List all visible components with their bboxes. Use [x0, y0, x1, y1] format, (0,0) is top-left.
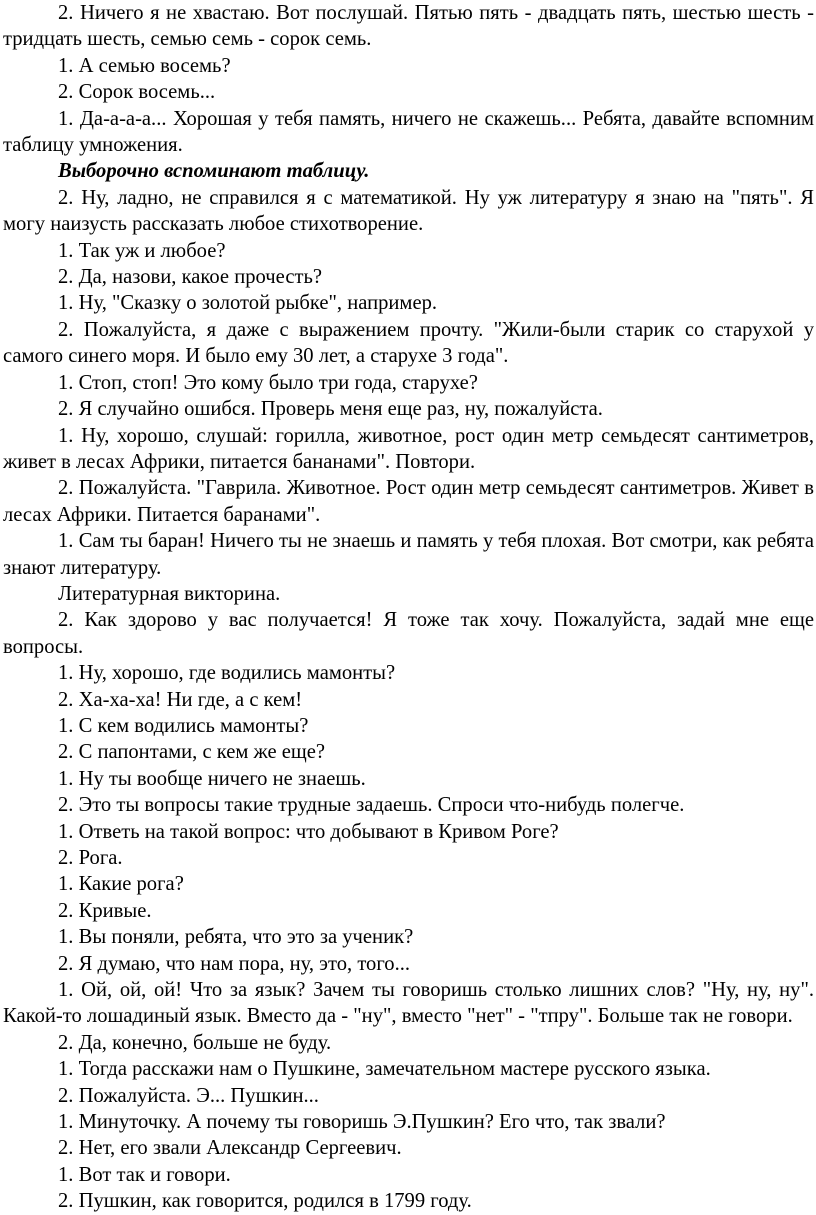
dialogue-paragraph: 2. Рога. [58, 847, 123, 869]
dialogue-paragraph: 2. Да, конечно, больше не буду. [58, 1031, 332, 1054]
dialogue-paragraph: 1. Ответь на такой вопрос: что добывают в Кривом Роге? [58, 820, 559, 843]
dialogue-paragraph: 1. Так уж и любое? [58, 239, 226, 262]
dialogue-paragraph: 1. Ой, ой, ой! Что за язык? Зачем ты говоришь столько лишних слов? "Ну, ну, ну". Какой-то лошадиный язык. Вместо да - "ну", вместо "нет" - "тпру". Больше так не говори. [3, 979, 814, 1028]
dialogue-paragraph: 2. Ничего я не хвастаю. Вот послушай. Пятью пять - двадцать пять, шестью шесть - тридцать шесть, семью семь - сорок семь. [3, 2, 814, 51]
dialogue-paragraph: 1. Стоп, стоп! Это кому было три года, старухе? [58, 371, 478, 394]
dialogue-paragraph: 2. Кривые. [58, 899, 152, 922]
dialogue-paragraph: 2. Это ты вопросы такие трудные задаешь. Спроси что-нибудь полегче. [58, 794, 685, 817]
dialogue-paragraph: 2. Пожалуйста. "Гаврила. Животное. Рост один метр семьдесят сантиметров. Живет в лесах Африки. Питается баранами". [3, 477, 814, 526]
section-label: Литературная викторина. [58, 582, 281, 605]
stage-direction: Выборочно вспоминают таблицу. [58, 160, 370, 183]
dialogue-paragraph: 1. Вот так и говори. [58, 1163, 231, 1186]
dialogue-paragraph: 2. Сорок восемь... [58, 81, 216, 104]
dialogue-paragraph: 2. Пушкин, как говорится, родился в 1799 году. [58, 1190, 472, 1213]
dialogue-paragraph: 1. Минуточку. А почему ты говоришь Э.Пушкин? Его что, так звали? [58, 1111, 666, 1134]
dialogue-paragraph: 1. Какие рога? [58, 873, 184, 896]
dialogue-paragraph: 1. А семью восемь? [58, 54, 231, 77]
dialogue-paragraph: 1. Тогда расскажи нам о Пушкине, замечательном мастере русского языка. [58, 1058, 711, 1081]
dialogue-paragraph: 1. С кем водились мамонты? [58, 714, 309, 737]
dialogue-paragraph: 2. Нет, его звали Александр Сергеевич. [58, 1137, 402, 1160]
dialogue-paragraph: 2. Пожалуйста. Э... Пушкин... [58, 1084, 319, 1107]
dialogue-paragraph: 1. Ну, хорошо, где водились мамонты? [58, 662, 396, 685]
dialogue-paragraph: 2. С папонтами, с кем же еще? [58, 741, 326, 764]
dialogue-paragraph: 1. Да-а-а-а... Хорошая у тебя память, ничего не скажешь... Ребята, давайте вспомним таблицу умножения. [3, 107, 814, 157]
dialogue-paragraph: 1. Ну, "Сказку о золотой рыбке", например. [58, 292, 438, 315]
dialogue-paragraph: 1. Вы поняли, ребята, что это за ученик? [58, 926, 414, 949]
dialogue-paragraph: 2. Ха-ха-ха! Ни где, а с кем! [58, 688, 303, 711]
dialogue-paragraph: 2. Я думаю, что нам пора, ну, это, того... [58, 952, 411, 975]
dialogue-paragraph: 1. Ну ты вообще ничего не знаешь. [58, 767, 366, 790]
dialogue-paragraph: 1. Сам ты баран! Ничего ты не знаешь и память у тебя плохая. Вот смотри, как ребята знают литературу. [3, 530, 814, 579]
dialogue-paragraph: 1. Ну, хорошо, слушай: горилла, животное, рост один метр семьдесят сантиметров, живет в лесах Африки, питается бананами". Повтори. [3, 424, 814, 473]
dialogue-paragraph: 2. Как здорово у вас получается! Я тоже так хочу. Пожалуйста, задай мне еще вопросы. [3, 609, 814, 658]
dialogue-paragraph: 2. Да, назови, какое прочесть? [58, 266, 322, 289]
dialogue-paragraph: 2. Я случайно ошибся. Проверь меня еще раз, ну, пожалуйста. [58, 398, 603, 421]
dialogue-paragraph: 2. Ну, ладно, не справился я с математикой. Ну уж литературу я знаю на "пять". Я могу наизусть рассказать любое стихотворение. [3, 186, 814, 236]
dialogue-paragraph: 2. Пожалуйста, я даже с выражением прочту. "Жили-были старик со старухой у самого синего моря. И было ему 30 лет, а старухе 3 года". [3, 318, 814, 368]
